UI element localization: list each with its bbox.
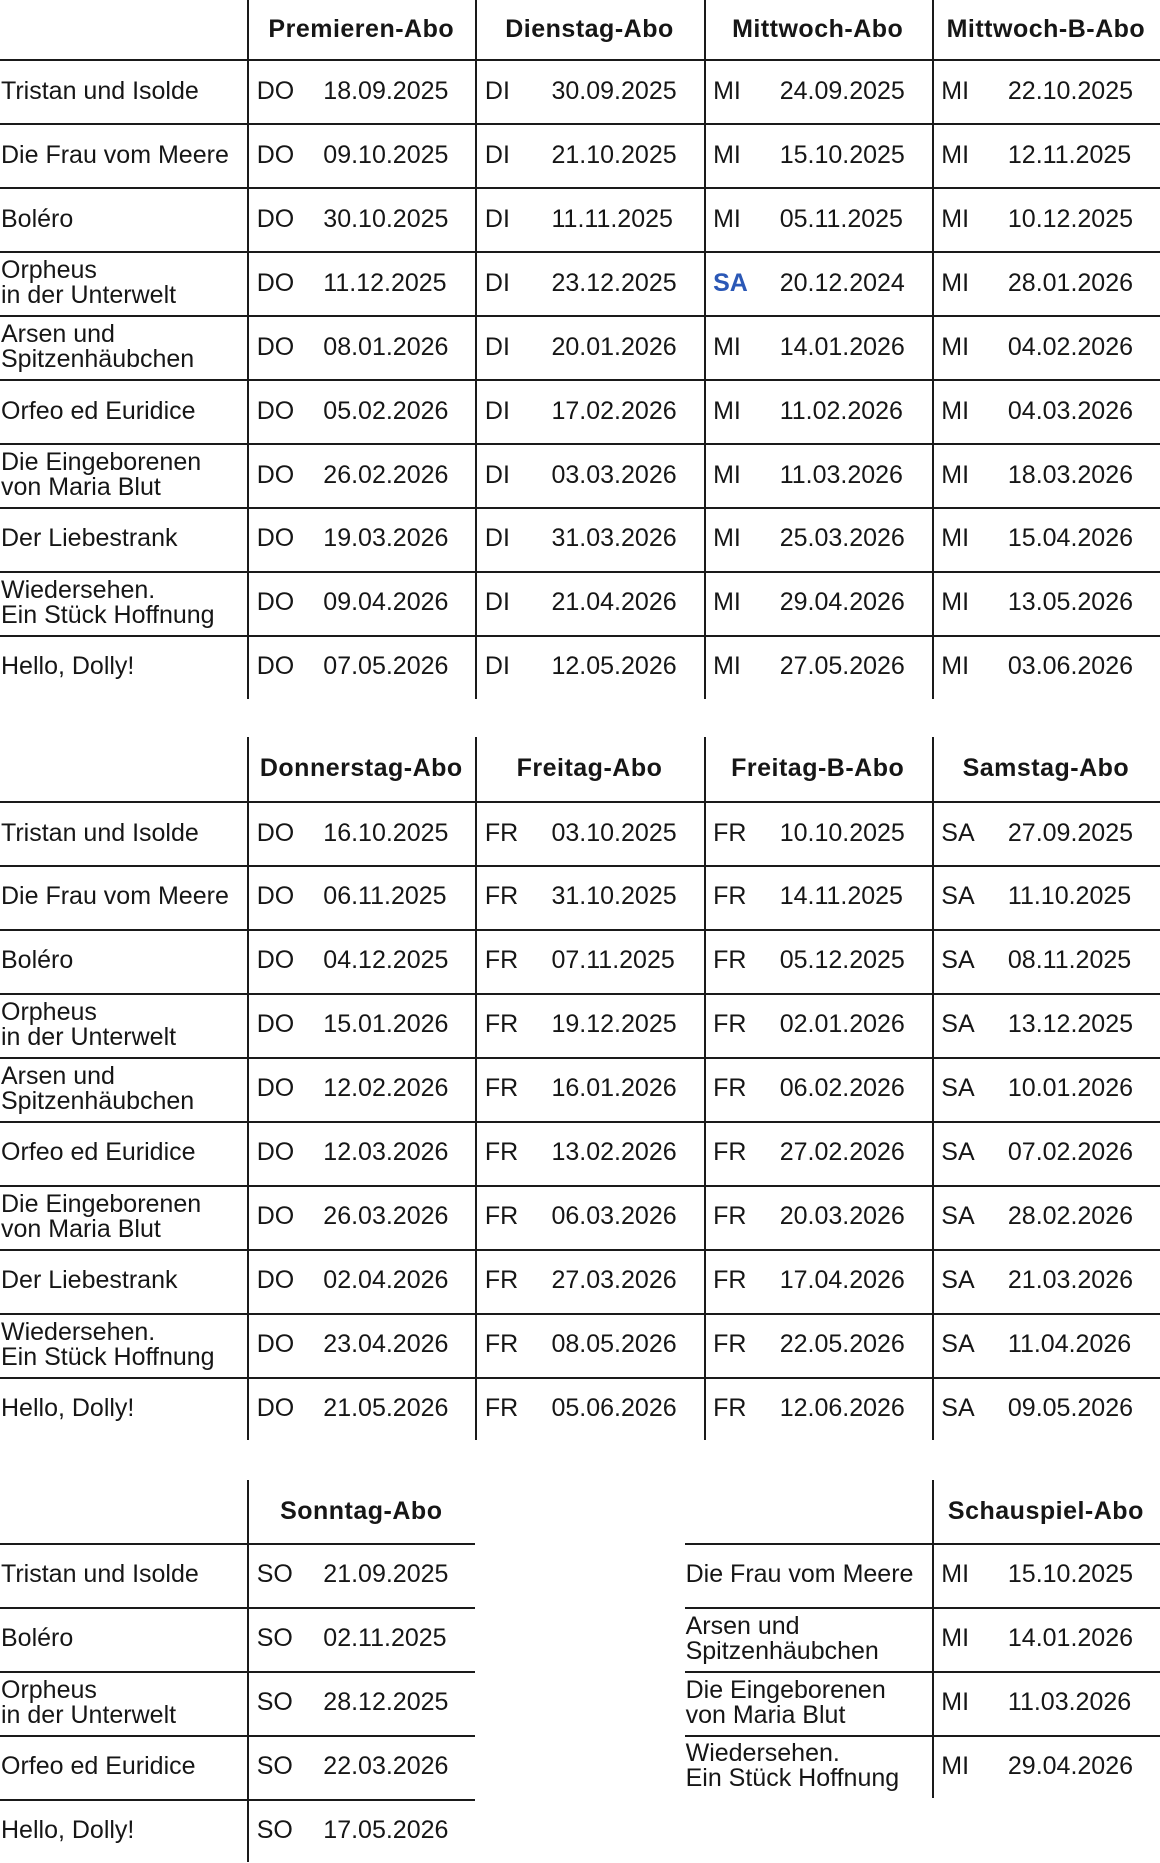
column-header: Mittwoch-Abo — [732, 15, 904, 44]
production-title — [0, 507, 247, 571]
weekday-label: DO — [256, 524, 295, 553]
column-header: Premieren-Abo — [268, 15, 455, 44]
production-title — [0, 1607, 247, 1671]
weekday-label: DO — [256, 76, 295, 105]
weekday-label: FR — [484, 1330, 519, 1359]
production-title — [0, 1671, 247, 1735]
performance-date: 15.10.2025 — [1007, 1560, 1134, 1589]
column-divider — [247, 737, 249, 1441]
weekday-label: MI — [941, 76, 970, 105]
performance-date: 21.10.2025 — [551, 140, 677, 169]
performance-date: 24.09.2025 — [779, 76, 905, 105]
production-title-text: Orpheus in der Unterwelt — [1, 1675, 177, 1729]
performance-date: 21.05.2026 — [323, 1393, 449, 1422]
production-title-text: Tristan und Isolde — [1, 818, 199, 847]
performance-date: 27.02.2026 — [779, 1138, 905, 1167]
production-title-text: Hello, Dolly! — [1, 652, 135, 681]
performance-date: 16.01.2026 — [551, 1074, 677, 1103]
weekday-label: MI — [941, 332, 970, 361]
performance-date: 21.09.2025 — [323, 1560, 449, 1589]
weekday-label: FR — [713, 882, 747, 911]
weekday-label: DI — [484, 76, 510, 105]
performance-date: 22.10.2025 — [1007, 76, 1134, 105]
performance-date: 23.04.2026 — [323, 1330, 449, 1359]
performance-date: 17.02.2026 — [551, 396, 677, 425]
weekday-label: SA — [941, 882, 975, 911]
performance-date: 21.04.2026 — [551, 588, 677, 617]
weekday-label: MI — [941, 1560, 970, 1589]
performance-date: 11.04.2026 — [1007, 1330, 1132, 1359]
production-title-text: Arsen und Spitzenhäubchen — [1, 1061, 195, 1115]
weekday-label: DO — [256, 946, 295, 975]
weekday-label: DI — [484, 588, 510, 617]
performance-date: 10.10.2025 — [779, 818, 905, 847]
weekday-label: MI — [941, 588, 970, 617]
weekday-label: MI — [941, 396, 970, 425]
performance-date: 09.10.2025 — [323, 140, 449, 169]
performance-date: 13.05.2026 — [1007, 588, 1134, 617]
performance-date: 12.11.2025 — [1007, 140, 1132, 169]
performance-date: 18.09.2025 — [323, 76, 449, 105]
performance-date: 07.11.2025 — [551, 946, 675, 975]
performance-date: 04.02.2026 — [1007, 332, 1134, 361]
weekday-label: FR — [484, 1138, 519, 1167]
performance-date: 27.09.2025 — [1007, 818, 1134, 847]
weekday-label: DO — [256, 204, 295, 233]
performance-date: 31.10.2025 — [551, 882, 677, 911]
performance-date: 06.11.2025 — [323, 882, 447, 911]
weekday-label: MI — [713, 396, 741, 425]
performance-date: 29.04.2026 — [1007, 1751, 1134, 1780]
weekday-label: DO — [256, 588, 295, 617]
performance-date: 11.11.2025 — [551, 204, 673, 233]
production-title — [0, 59, 247, 123]
weekday-label: FR — [713, 1330, 747, 1359]
performance-date: 05.06.2026 — [551, 1393, 677, 1422]
weekday-label: MI — [713, 588, 741, 617]
performance-date: 20.01.2026 — [551, 332, 677, 361]
weekday-label: FR — [713, 1202, 747, 1231]
production-title — [685, 1607, 932, 1671]
performance-date: 31.03.2026 — [551, 524, 677, 553]
weekday-label: MI — [713, 652, 741, 681]
column-divider — [704, 0, 706, 699]
performance-date: 02.11.2025 — [323, 1624, 447, 1653]
weekday-label: DO — [256, 818, 295, 847]
weekday-label: MI — [941, 1688, 970, 1717]
weekday-label: MI — [941, 524, 970, 553]
performance-date: 15.01.2026 — [323, 1010, 449, 1039]
weekday-label: DO — [256, 1330, 295, 1359]
column-header: Freitag-Abo — [516, 754, 663, 783]
weekday-label: MI — [941, 140, 970, 169]
performance-date: 03.10.2025 — [551, 818, 677, 847]
production-title-text: Arsen und Spitzenhäubchen — [1, 320, 195, 374]
weekday-label: DO — [256, 460, 295, 489]
performance-date: 11.03.2026 — [1007, 1688, 1132, 1717]
production-title — [0, 1735, 247, 1799]
weekday-label: MI — [713, 204, 741, 233]
performance-date: 07.02.2026 — [1007, 1138, 1134, 1167]
performance-date: 28.02.2026 — [1007, 1202, 1134, 1231]
production-title-text: Der Liebestrank — [1, 1266, 178, 1295]
production-title-text: Arsen und Spitzenhäubchen — [685, 1611, 879, 1665]
weekday-label: DI — [484, 332, 510, 361]
weekday-label: DI — [484, 524, 510, 553]
weekday-label: MI — [941, 268, 970, 297]
performance-date: 26.02.2026 — [323, 460, 449, 489]
performance-date: 05.12.2025 — [779, 946, 905, 975]
weekday-label: MI — [941, 1751, 970, 1780]
weekday-label: FR — [484, 818, 519, 847]
performance-date: 12.02.2026 — [323, 1074, 449, 1103]
performance-date: 09.05.2026 — [1007, 1393, 1134, 1422]
weekday-label: MI — [713, 140, 741, 169]
weekday-label-highlighted: SA — [713, 268, 748, 297]
weekday-label: DO — [256, 396, 295, 425]
weekday-label: SA — [941, 1266, 975, 1295]
performance-date: 19.12.2025 — [551, 1010, 677, 1039]
weekday-label: DI — [484, 460, 510, 489]
performance-date: 20.03.2026 — [779, 1202, 905, 1231]
performance-date: 15.10.2025 — [779, 140, 905, 169]
production-title — [0, 1121, 247, 1185]
column-divider — [475, 0, 477, 699]
production-title-text: Orfeo ed Euridice — [1, 1138, 196, 1167]
weekday-label: DI — [484, 268, 510, 297]
weekday-label: DO — [256, 1393, 295, 1422]
performance-date: 10.01.2026 — [1007, 1074, 1134, 1103]
weekday-label: MI — [941, 204, 970, 233]
weekday-label: MI — [713, 460, 741, 489]
performance-date: 08.01.2026 — [323, 332, 449, 361]
production-title — [0, 929, 247, 993]
production-title — [0, 993, 247, 1057]
performance-date: 28.12.2025 — [323, 1688, 449, 1717]
weekday-label: DO — [256, 652, 295, 681]
performance-date: 13.12.2025 — [1007, 1010, 1134, 1039]
weekday-label: FR — [713, 1074, 747, 1103]
performance-date: 11.02.2026 — [779, 396, 903, 425]
performance-date: 04.12.2025 — [323, 946, 449, 975]
performance-date: 03.03.2026 — [551, 460, 677, 489]
production-title — [0, 123, 247, 187]
weekday-label: DI — [484, 652, 510, 681]
production-title-text: Orpheus in der Unterwelt — [1, 256, 177, 310]
production-title-text: Tristan und Isolde — [1, 1560, 199, 1589]
performance-date: 14.01.2026 — [1007, 1624, 1134, 1653]
performance-date: 06.03.2026 — [551, 1202, 677, 1231]
production-title — [685, 1543, 932, 1607]
production-title-text: Boléro — [1, 946, 74, 975]
weekday-label: DO — [256, 1010, 295, 1039]
weekday-label: FR — [713, 1010, 747, 1039]
weekday-label: SO — [256, 1688, 293, 1717]
performance-date: 17.04.2026 — [779, 1266, 905, 1295]
production-title — [0, 251, 247, 315]
production-title — [685, 1735, 932, 1799]
weekday-label: SA — [941, 1010, 975, 1039]
weekday-label: SA — [941, 1202, 975, 1231]
column-header: Freitag-B-Abo — [731, 754, 905, 783]
weekday-label: SA — [941, 946, 975, 975]
production-title-text: Die Eingeborenen von Maria Blut — [1, 448, 202, 502]
production-title — [0, 1377, 247, 1441]
weekday-label: DI — [484, 396, 510, 425]
weekday-label: SA — [941, 1074, 975, 1103]
performance-date: 19.03.2026 — [323, 524, 449, 553]
weekday-label: DO — [256, 140, 295, 169]
weekday-label: SO — [256, 1624, 293, 1653]
performance-date: 09.04.2026 — [323, 588, 449, 617]
production-title — [0, 865, 247, 929]
performance-date: 11.12.2025 — [323, 268, 447, 297]
performance-date: 03.06.2026 — [1007, 652, 1134, 681]
weekday-label: DO — [256, 1266, 295, 1295]
weekday-label: FR — [713, 1138, 747, 1167]
weekday-label: FR — [484, 882, 519, 911]
production-title — [0, 1543, 247, 1607]
weekday-label: MI — [713, 76, 741, 105]
production-title — [0, 379, 247, 443]
weekday-label: DI — [484, 204, 510, 233]
performance-date: 12.05.2026 — [551, 652, 677, 681]
weekday-label: SA — [941, 1393, 975, 1422]
performance-date: 05.11.2025 — [779, 204, 903, 233]
column-divider — [932, 737, 934, 1441]
weekday-label: DO — [256, 882, 295, 911]
weekday-label: SO — [256, 1751, 293, 1780]
production-title — [0, 1799, 247, 1863]
performance-date: 06.02.2026 — [779, 1074, 905, 1103]
column-header: Dienstag-Abo — [505, 15, 674, 44]
weekday-label: MI — [713, 332, 741, 361]
production-title-text: Wiedersehen. Ein Stück Hoffnung — [1, 575, 215, 629]
weekday-label: FR — [484, 1266, 519, 1295]
weekday-label: FR — [713, 1393, 747, 1422]
production-title-text: Die Eingeborenen von Maria Blut — [685, 1675, 886, 1729]
performance-date: 27.03.2026 — [551, 1266, 677, 1295]
weekday-label: FR — [484, 1074, 519, 1103]
production-title-text: Wiedersehen. Ein Stück Hoffnung — [1, 1317, 215, 1371]
weekday-label: DO — [256, 1138, 295, 1167]
performance-date: 07.05.2026 — [323, 652, 449, 681]
production-title — [685, 1671, 932, 1735]
weekday-label: DO — [256, 332, 295, 361]
weekday-label: DO — [256, 1074, 295, 1103]
column-header: Samstag-Abo — [962, 754, 1130, 783]
production-title-text: Die Frau vom Meere — [1, 882, 229, 911]
production-title-text: Wiedersehen. Ein Stück Hoffnung — [685, 1739, 900, 1793]
performance-date: 11.03.2026 — [779, 460, 903, 489]
production-title — [0, 443, 247, 507]
performance-date: 08.11.2025 — [1007, 946, 1132, 975]
weekday-label: MI — [713, 524, 741, 553]
performance-date: 05.02.2026 — [323, 396, 449, 425]
weekday-label: FR — [484, 1393, 519, 1422]
production-title-text: Der Liebestrank — [1, 524, 178, 553]
performance-date: 20.12.2024 — [779, 268, 905, 297]
production-title — [0, 187, 247, 251]
performance-date: 21.03.2026 — [1007, 1266, 1134, 1295]
weekday-label: MI — [941, 1624, 970, 1653]
performance-date: 16.10.2025 — [323, 818, 449, 847]
performance-date: 12.06.2026 — [779, 1393, 905, 1422]
performance-date: 11.10.2025 — [1007, 882, 1132, 911]
performance-date: 13.02.2026 — [551, 1138, 677, 1167]
performance-date: 25.03.2026 — [779, 524, 905, 553]
production-title-text: Die Eingeborenen von Maria Blut — [1, 1189, 202, 1243]
production-title-text: Hello, Dolly! — [1, 1393, 135, 1422]
weekday-label: SO — [256, 1815, 293, 1844]
column-divider — [932, 0, 934, 699]
production-title — [0, 801, 247, 865]
performance-date: 10.12.2025 — [1007, 204, 1134, 233]
production-title — [0, 315, 247, 379]
production-title-text: Die Frau vom Meere — [685, 1560, 914, 1589]
column-divider — [475, 737, 477, 1441]
weekday-label: FR — [713, 1266, 747, 1295]
performance-date: 22.03.2026 — [323, 1751, 449, 1780]
performance-date: 27.05.2026 — [779, 652, 905, 681]
performance-date: 28.01.2026 — [1007, 268, 1134, 297]
weekday-label: SA — [941, 818, 975, 847]
production-title-text: Die Frau vom Meere — [1, 140, 229, 169]
performance-date: 23.12.2025 — [551, 268, 677, 297]
production-title-text: Tristan und Isolde — [1, 76, 199, 105]
production-title-text: Orfeo ed Euridice — [1, 396, 196, 425]
column-divider — [247, 0, 249, 699]
weekday-label: DO — [256, 1202, 295, 1231]
production-title-text: Orpheus in der Unterwelt — [1, 997, 177, 1051]
column-header: Donnerstag-Abo — [259, 754, 463, 783]
performance-date: 14.11.2025 — [779, 882, 903, 911]
weekday-label: DI — [484, 140, 510, 169]
production-title-text: Orfeo ed Euridice — [1, 1751, 196, 1780]
production-title — [0, 1057, 247, 1121]
production-title — [0, 1185, 247, 1249]
production-title — [0, 571, 247, 635]
performance-date: 04.03.2026 — [1007, 396, 1134, 425]
performance-date: 18.03.2026 — [1007, 460, 1134, 489]
column-divider — [704, 737, 706, 1441]
production-title-text: Boléro — [1, 204, 74, 233]
column-header: Mittwoch-B-Abo — [946, 15, 1146, 44]
production-title-text: Boléro — [1, 1624, 74, 1653]
weekday-label: FR — [484, 1202, 519, 1231]
production-title-text: Hello, Dolly! — [1, 1815, 135, 1844]
weekday-label: SA — [941, 1330, 975, 1359]
performance-date: 30.09.2025 — [551, 76, 677, 105]
performance-date: 15.04.2026 — [1007, 524, 1134, 553]
production-title — [0, 1313, 247, 1377]
performance-date: 12.03.2026 — [323, 1138, 449, 1167]
weekday-label: FR — [484, 946, 519, 975]
production-title — [0, 635, 247, 699]
performance-date: 26.03.2026 — [323, 1202, 449, 1231]
weekday-label: FR — [484, 1010, 519, 1039]
weekday-label: FR — [713, 946, 747, 975]
weekday-label: MI — [941, 460, 970, 489]
performance-date: 02.04.2026 — [323, 1266, 449, 1295]
weekday-label: SA — [941, 1138, 975, 1167]
column-header: Sonntag-Abo — [280, 1496, 443, 1525]
weekday-label: DO — [256, 268, 295, 297]
weekday-label: SO — [256, 1560, 293, 1589]
weekday-label: FR — [713, 818, 747, 847]
performance-date: 14.01.2026 — [779, 332, 905, 361]
performance-date: 30.10.2025 — [323, 204, 449, 233]
performance-date: 02.01.2026 — [779, 1010, 905, 1039]
performance-date: 08.05.2026 — [551, 1330, 677, 1359]
column-header: Schauspiel-Abo — [947, 1496, 1144, 1525]
performance-date: 22.05.2026 — [779, 1330, 905, 1359]
performance-date: 17.05.2026 — [323, 1815, 449, 1844]
weekday-label: MI — [941, 652, 970, 681]
performance-date: 29.04.2026 — [779, 588, 905, 617]
production-title — [0, 1249, 247, 1313]
